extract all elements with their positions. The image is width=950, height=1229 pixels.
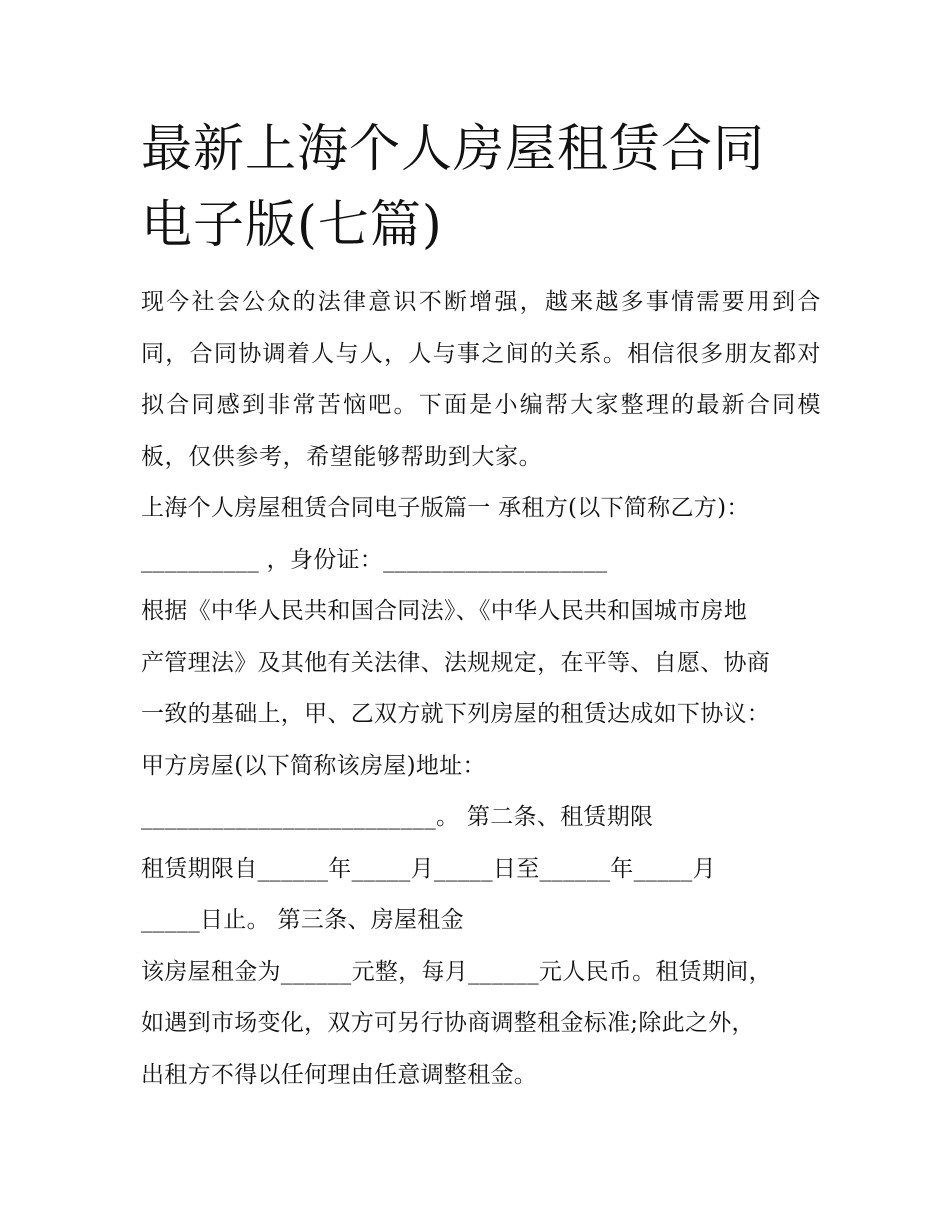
document-page xyxy=(141,112,821,1101)
body-line: 甲方房屋(以下简称该房屋)地址： xyxy=(141,752,486,779)
body-line: 如遇到市场变化，双方可另行协商调整租金标准;除此之外， xyxy=(141,1010,755,1036)
body-line: 该房屋租金为______元整，每月______元人民币。租赁期间， xyxy=(141,958,772,985)
body-line: 出租方不得以任何理由任意调整租金。 xyxy=(141,1061,538,1088)
body-line: 产管理法》及其他有关法律、法规规定，在平等、自愿、协商 xyxy=(141,649,771,676)
body-line: 租赁期限自______年_____月_____日至______年_____月 xyxy=(141,855,716,882)
body-line: _____日止。 第三条、房屋租金 xyxy=(141,907,464,933)
body-line: 根据《中华人民共和国合同法》、《中华人民共和国城市房地 xyxy=(141,598,748,624)
body-line: _________________________。 第二条、租赁期限 xyxy=(141,804,654,830)
document-title: 最新上海个人房屋租赁合同电子版(七篇) xyxy=(141,120,766,255)
body-line: __________ ，身份证：___________________ xyxy=(141,546,608,573)
body-line: 一致的基础上，甲、乙双方就下列房屋的租赁达成如下协议： xyxy=(141,701,771,727)
intro-paragraph: 现今社会公众的法律意识不断增强，越来越多事情需要用到合同，合同协调着人与人，人与事之间的关系。相信很多朋友都对拟合同感到非常苦恼吧。下面是小编帮大家整理的最新合同模板，仅供参考，希望能够帮助到大家。 xyxy=(141,289,821,470)
body-line: 上海个人房屋租赁合同电子版篇一 承租方(以下简称乙方)： xyxy=(141,495,750,521)
